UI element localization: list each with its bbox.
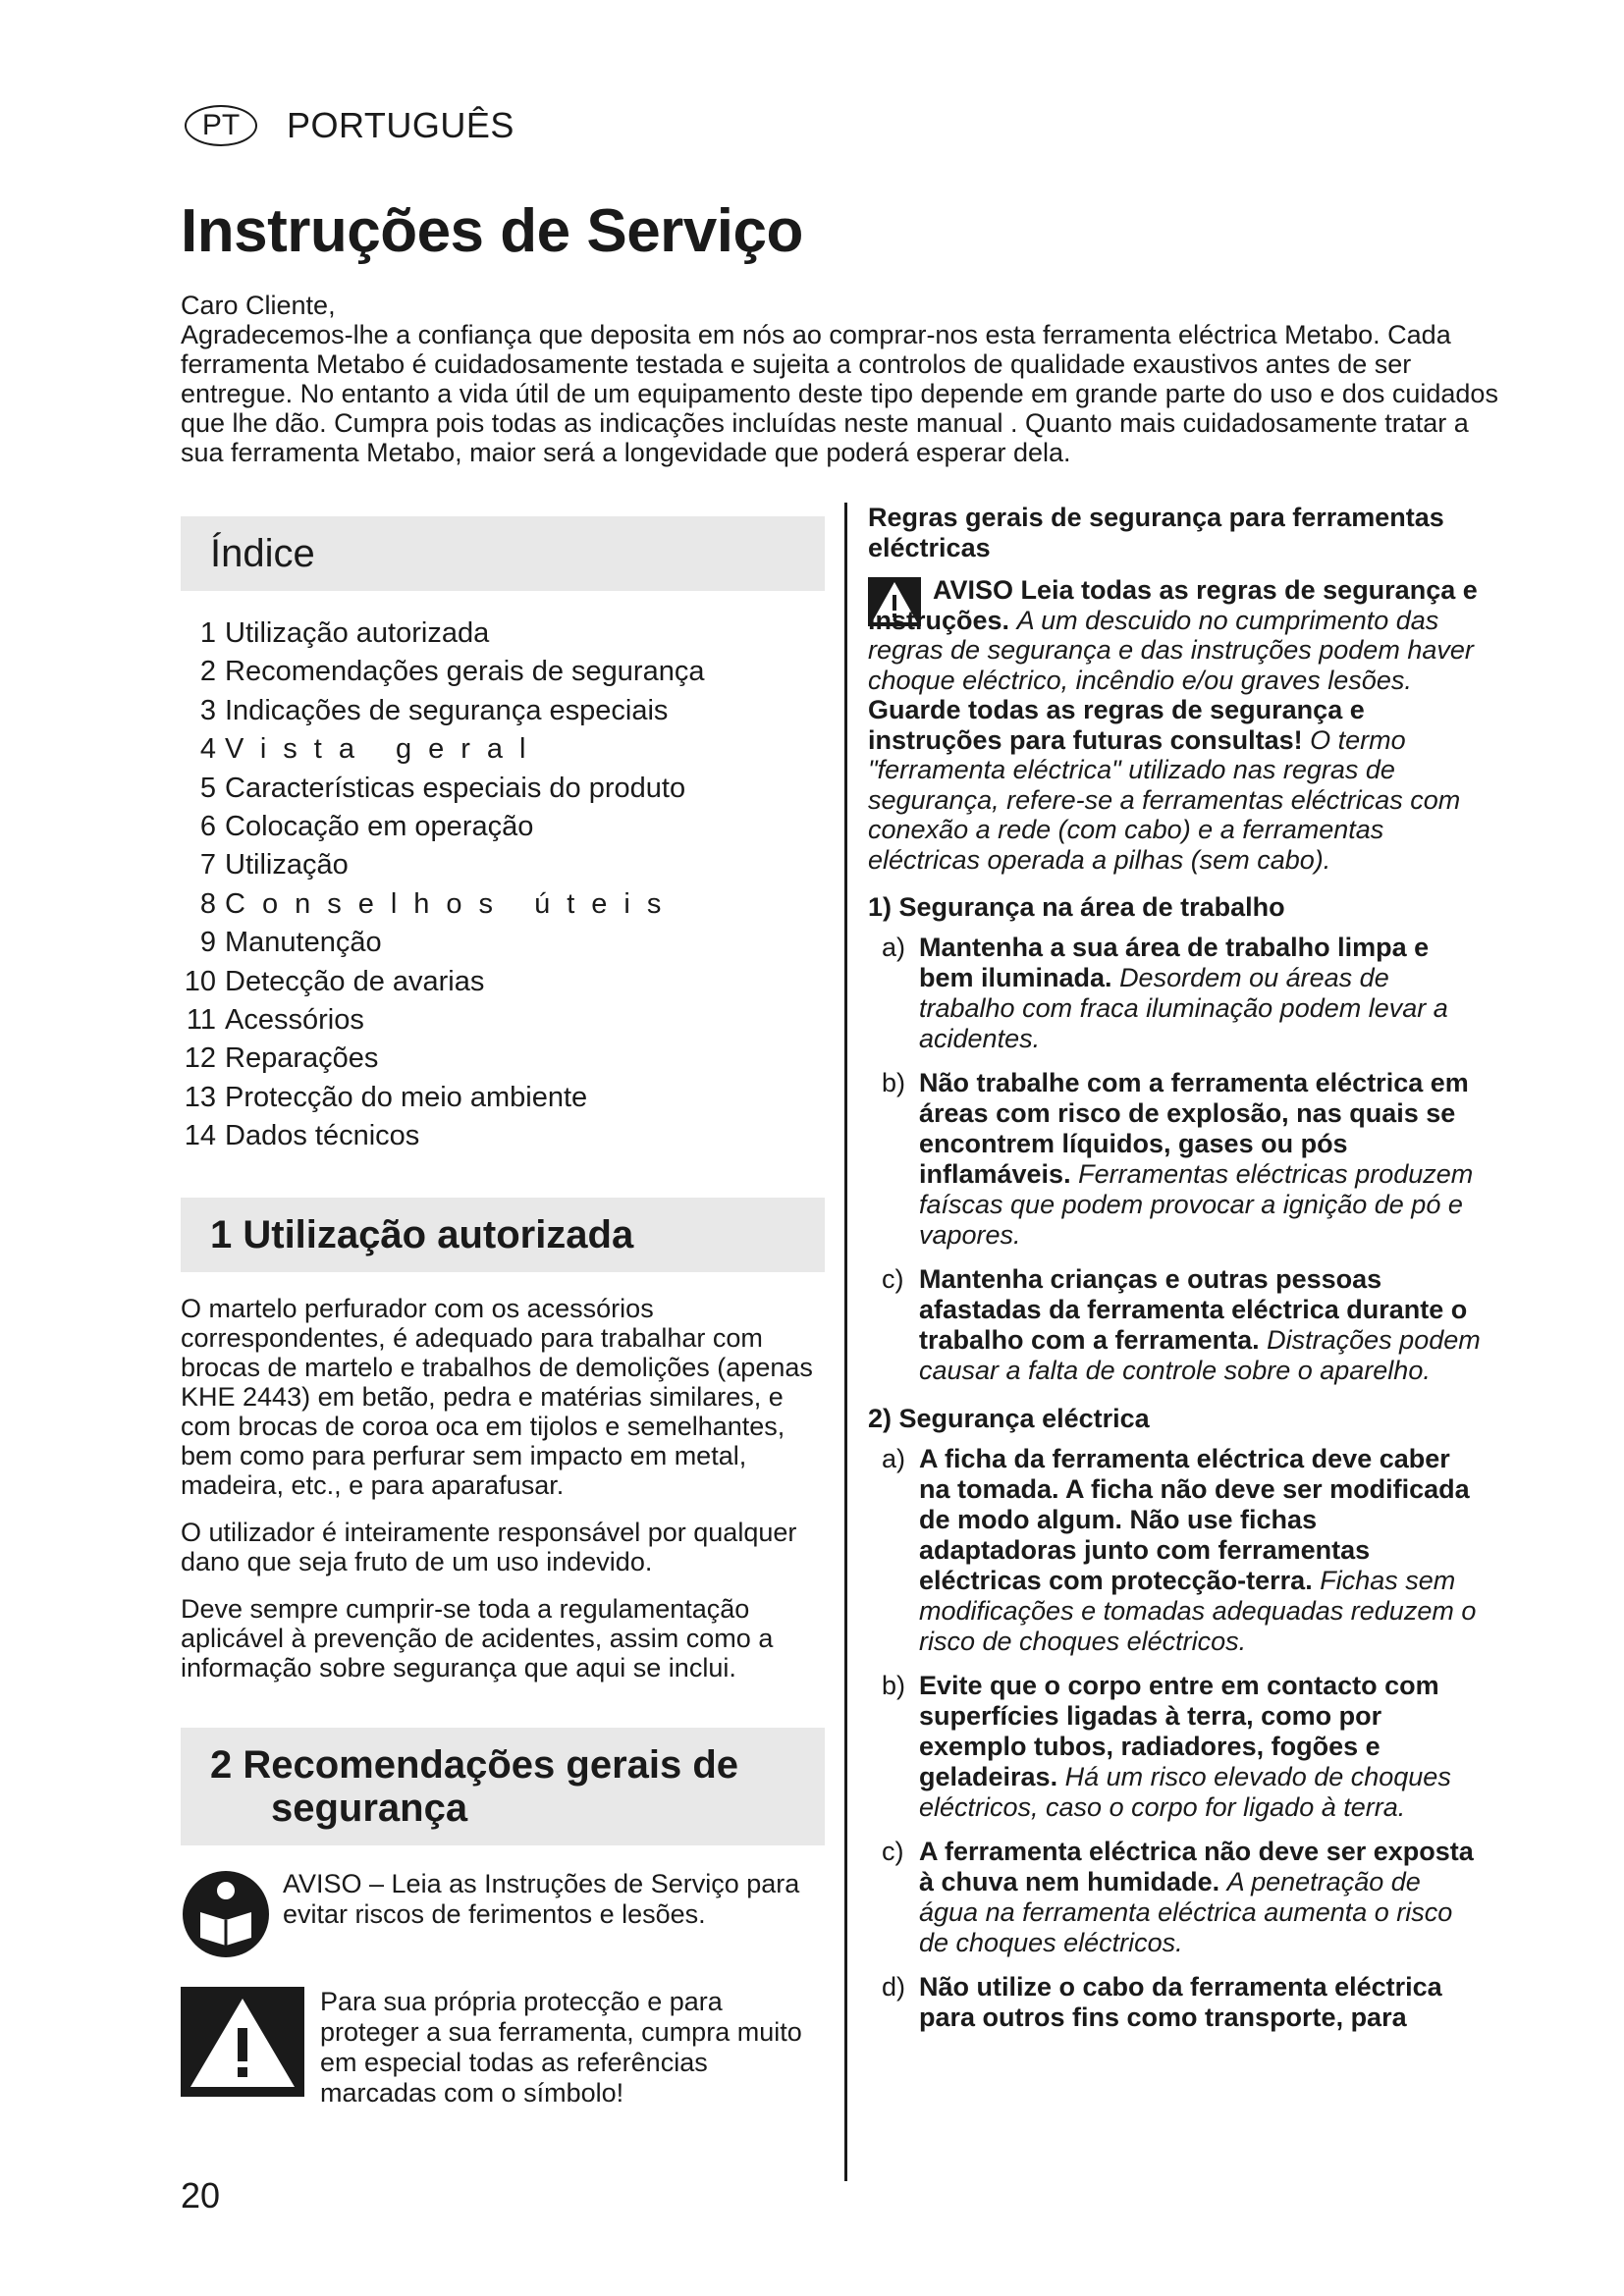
section-1-paragraph: Deve sempre cumprir-se toda a regulamentação aplicável à prevenção de acidentes, assim como a informação sobre segurança que aqui se inclui. (181, 1593, 774, 1682)
toc-item[interactable]: 7 Utilização (199, 849, 349, 881)
left-column (181, 516, 825, 2109)
manual-warning (181, 1869, 825, 1959)
toc-item[interactable]: 8 Conselhos úteis (199, 887, 678, 920)
language-code-badge: PT (185, 105, 257, 146)
toc-item[interactable]: 14 Dados técnicos (184, 1120, 420, 1152)
toc-item[interactable]: 11 Acessórios (186, 1004, 364, 1037)
subsection-work-area: 1) Segurança na área de trabalho (868, 892, 1285, 922)
list-item: c) Mantenha crianças e outras pessoas afastadas da ferramenta eléctrica durante o trabalho com a ferramenta. Distrações podem causar a falta de controle sobre o aparelho. (882, 1264, 1481, 1385)
list-item: a) A ficha da ferramenta eléctrica deve caber na tomada. A ficha não deve ser modificada de modo algum. Não use fichas adaptadoras junto com ferramentas eléctricas com protecção-terra. Fichas sem modificações e tomadas adequadas reduzem o risco de choques eléctricos. (882, 1444, 1477, 1656)
intro-greeting: Caro Cliente, (181, 291, 336, 320)
language-name: PORTUGUÊS (287, 105, 514, 145)
toc-item[interactable]: 9 Manutenção (199, 927, 382, 959)
list-item: a) Mantenha a sua área de trabalho limpa e bem iluminada. Desordem ou áreas de trabalho com fraca iluminação podem levar a acidentes. (882, 933, 1448, 1053)
index-heading: Índice (181, 516, 825, 591)
section-2-heading: 2 Recomendações gerais de segurança (181, 1728, 825, 1845)
right-column (868, 503, 1481, 2047)
subsection-electrical: 2) Segurança eléctrica (868, 1404, 1150, 1433)
section-1-paragraph: O utilizador é inteiramente responsável por qualquer dano que seja fruto de um uso indevido. (181, 1517, 797, 1576)
toc-item[interactable]: 12 Reparações (184, 1042, 379, 1075)
list-item: b) Evite que o corpo entre em contacto com superfícies ligadas à terra, como por exemplo tubos, radiadores, fogões e geladeiras. Há um risco elevado de choques eléctricos, caso o corpo for ligado à terra. (882, 1671, 1451, 1822)
page-title: Instruções de Serviço (181, 197, 803, 265)
language-header (185, 102, 514, 149)
intro-text: Agradecemos-lhe a confiança que deposita em nós ao comprar-nos esta ferramenta eléctrica Metabo. Cada ferramenta Metabo é cuidadosamente testada e sujeita a controlos de qualidade exaustivos antes de ser entregue. No entanto a vida útil de um equipamento deste tipo depende em grande parte do uso e dos cuidados que lhe dão. Cumpra pois todas as indicações incluídas neste manual . Quanto mais cuidadosamente tratar a sua ferramenta Metabo, maior será a longevidade que poderá esperar dela. (181, 320, 1498, 467)
toc-item[interactable]: 13 Protecção do meio ambiente (184, 1081, 588, 1113)
symbol-warning (181, 1987, 825, 2109)
toc-item[interactable]: 1 Utilização autorizada (199, 617, 490, 649)
toc-item[interactable]: 5 Características especiais do produto (199, 772, 686, 804)
toc-item[interactable]: 4 Vista geral (199, 733, 543, 766)
safety-rules-heading: Regras gerais de segurança para ferramentas eléctricas (868, 503, 1444, 562)
column-divider (844, 503, 847, 2181)
list-item: c) A ferramenta eléctrica não deve ser exposta à chuva nem humidade. A penetração de água na ferramenta eléctrica aumenta o risco de choques eléctricos. (882, 1837, 1474, 1957)
read-manual-icon (181, 1869, 271, 1959)
section-1-heading: 1 Utilização autorizada (181, 1198, 825, 1272)
toc-item[interactable]: 10 Detecção de avarias (184, 965, 485, 997)
toc-item[interactable]: 2 Recomendações gerais de segurança (199, 656, 705, 688)
list-item: d) Não utilize o cabo da ferramenta eléctrica para outros fins como transporte, para (882, 1972, 1442, 2032)
manual-warning-text: AVISO – Leia as Instruções de Serviço para evitar riscos de ferimentos e lesões. (283, 1868, 800, 1929)
intro-block (181, 291, 1516, 467)
section-1-paragraph: O martelo perfurador com os acessórios correspondentes, é adequado para trabalhar com brocas de martelo e trabalhos de demolições (apenas KHE 2443) em betão, pedra e matérias similares, e com brocas de coroa oca em tijolos e semelhantes, bem como para perfurar sem impacto em metal, madeira, etc., e para aparafusar. (181, 1293, 813, 1500)
page-number: 20 (181, 2175, 221, 2216)
warning-triangle-icon (181, 1987, 304, 2097)
list-item: b) Não trabalhe com a ferramenta eléctrica em áreas com risco de explosão, nas quais se encontrem líquidos, gases ou pós inflamáveis. Ferramentas eléctricas produzem faíscas que podem provocar a ignição de pó e vapores. (882, 1068, 1474, 1250)
symbol-warning-text: Para sua própria protecção e para proteger a sua ferramenta, cumpra muito em especial todas as referências marcadas com o símbolo! (320, 1986, 802, 2108)
toc-item[interactable]: 6 Colocação em operação (199, 811, 534, 843)
table-of-contents (181, 614, 825, 1156)
toc-item[interactable]: 3 Indicações de segurança especiais (199, 694, 669, 726)
aviso-text: AVISO Leia todas as regras de segurança e instruções. A um descuido no cumprimento das regras de segurança e das instruções podem haver choque eléctrico, incêndio e/ou graves lesões. Guarde todas as regras de segurança e instruções para futuras consultas! O termo "ferramenta eléctrica" utilizado nas regras de segurança, refere-se a ferramentas eléctricas com conexão a rede (com cabo) e a ferramentas eléctricas operada a pilhas (sem cabo). (868, 575, 1478, 875)
